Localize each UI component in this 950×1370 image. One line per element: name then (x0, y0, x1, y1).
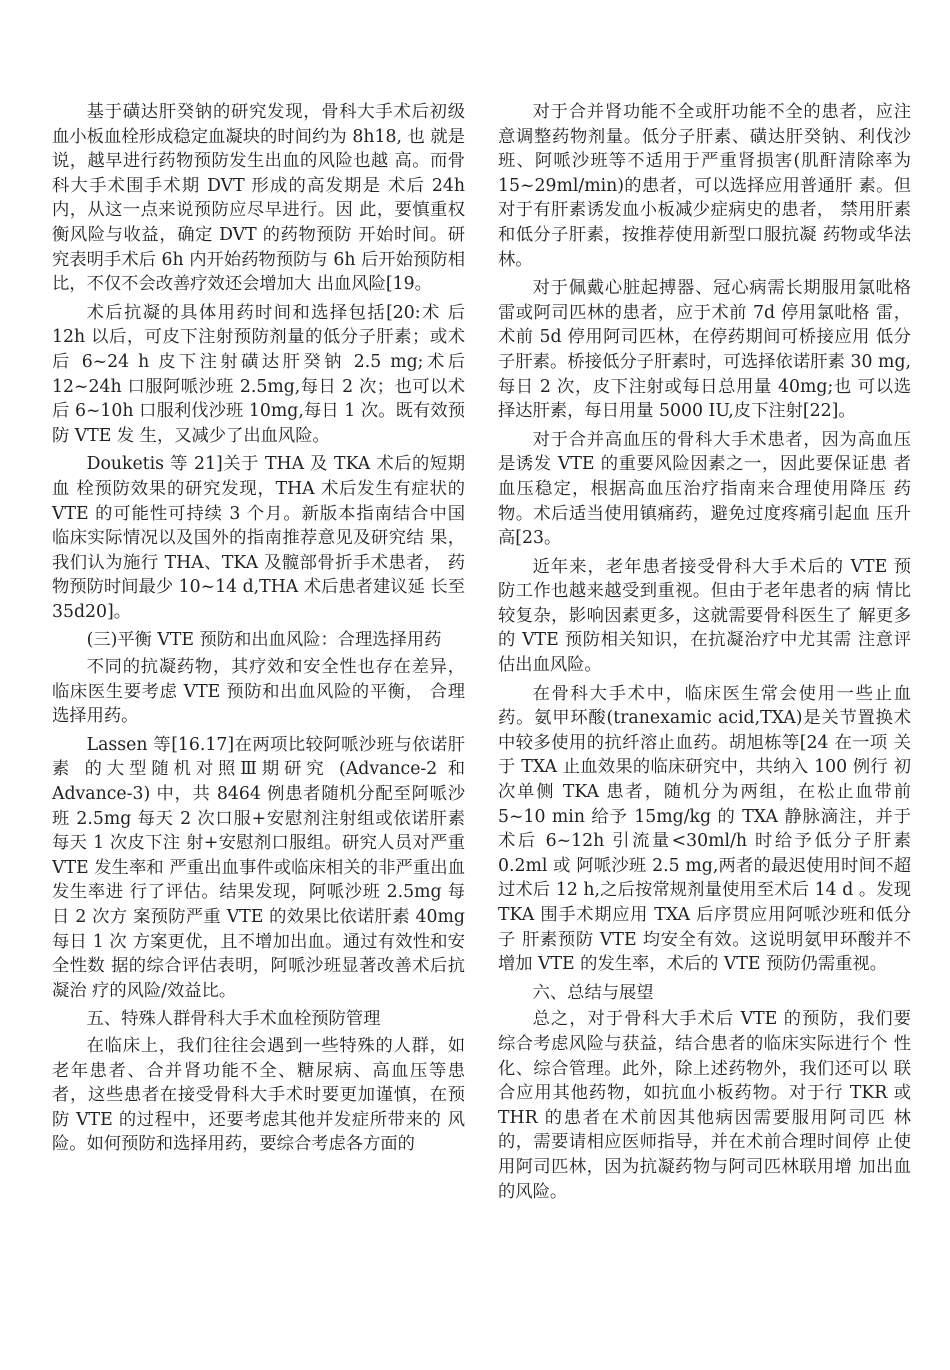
paragraph-fondaparinux-timing: 基于磺达肝癸钠的研究发现，骨科大手术后初级血小板血栓形成稳定血凝块的时间约为 8h18, 也 就是说，越早进行药物预防发生出血的风险也越 高。而骨科大手术围手术期 DVT 形成的高发期是 术后 24h 内，从这一点来说预防应尽早进行。因 此，要慎重权衡风险与收益，确定 DVT 的药物预防 开始时间。研究表明手术后 6h 内开始药物预防与 6h 后开始预防相比，不仅不会改善疗效还会增加大 出血风险[19。 (52, 102, 465, 295)
right-column (498, 100, 911, 1208)
left-column (52, 100, 465, 1161)
paragraph-lassen-study: Lassen 等[16.17]在两项比较阿哌沙班与依诺肝素 的大型随机对照Ⅲ期研究 (Advance-2 和 Advance-3) 中，共 8464 例患者随机分配至阿哌沙班 2.5mg 每天 2 次口服+安慰剂注射组或依诺肝素每天 1 次皮下注 射+安慰剂口服组。研究人员对严重 VTE 发生率和 严重出血事件或临床相关的非严重出血发生率进 行了评估。结果发现，阿哌沙班 2.5mg 每日 2 次方 案预防严重 VTE 的效果比依诺肝素 40mg 每日 1 次 方案更优，且不增加出血。通过有效性和安全性数 据的综合评估表明，阿哌沙班显著改善术后抗凝治 疗的风险/效益比。 (52, 734, 465, 1001)
section-heading-balance-vte-bleeding: (三)平衡 VTE 预防和出血风险：合理选择用药 (86, 630, 442, 651)
paragraph-elderly: 近年来，老年患者接受骨科大手术后的 VTE 预 防工作也越来越受到重视。但由于老年患者的病 情比较复杂，影响因素更多，这就需要骨科医生了 解更多的 VTE 预防相关知识，在抗凝治疗中尤其需 注意评估出血风险。 (498, 556, 911, 676)
paragraph-summary: 总之，对于骨科大手术后 VTE 的预防，我们要 综合考虑风险与获益，结合患者的临床实际进行个 性化、综合管理。此外，除上述药物外，我们还可以 联合应用其他药物，如抗血小板药物。对于行 TKR 或 THR 的患者在术前因其他病因需要服用阿司匹 林的，需要请相应医师指导，并在术前合理时间停 止使用阿司匹林，因为抗凝药物与阿司匹林联用增 加出血的风险。 (498, 1009, 911, 1202)
paragraph-postop-anticoagulation: 术后抗凝的具体用药时间和选择包括[20:术 后 12h 以后，可皮下注射预防剂量的低分子肝素；或术 后 6~24 h 皮下注射磺达肝癸钠 2.5 mg;术后 12~24h 口服阿哌沙班 2.5mg,每日 2 次；也可以术后 6~10h 口服利伐沙班 10mg,每日 1 次。既有效预防 VTE 发 生，又减少了出血风险。 (52, 302, 465, 446)
paragraph-pacemaker-antiplatelet: 对于佩戴心脏起搏器、冠心病需长期服用氯吡格雷或阿司匹林的患者，应于术前 7d 停用氯吡格 雷，术前 5d 停用阿司匹林，在停药期间可桥接应用 低分子肝素。桥接低分子肝素时，可选择依诺肝素 30 mg,每日 2 次，皮下注射或每日总用量 40mg;也 可以选择达肝素，每日用量 5000 IU,皮下注射[22]。 (498, 278, 911, 422)
section-heading-special-populations: 五、特殊人群骨科大手术血栓预防管理 (86, 1009, 381, 1030)
paragraph-douketis-study: Douketis 等 21]关于 THA 及 TKA 术后的短期血 栓预防效果的研究发现，THA 术后发生有症状的 VTE 的可能性可持续 3 个月。新版本指南结合中国 临床实际情况以及国外的指南推荐意见及研究结 果，我们认为施行 THA、TKA 及髋部骨折手术患者， 药物预防时间最少 10~14 d,THA 术后患者建议延 长至 35d20]。 (52, 454, 465, 622)
paragraph-tranexamic-acid: 在骨科大手术中，临床医生常会使用一些止血药。氨甲环酸(tranexamic acid,TXA)是关节置换术中较多使用的抗纤溶止血药。胡旭栋等[24 在一项 关于 TXA 止血效果的临床研究中，共纳入 100 例行 初次单侧 TKA 患者，随机分为两组，在松止血带前 5~10 min 给予 15mg/kg 的 TXA 静脉滴注，并于术后 6~12h 引流量<30ml/h 时给予低分子肝素 0.2ml 或 阿哌沙班 2.5 mg,两者的最迟使用时间不超过术后 12 h,之后按常规剂量使用至术后 14 d 。发现 TKA 围手术期应用 TXA 后序贯应用阿哌沙班和低分子 肝素预防 VTE 均安全有效。这说明氨甲环酸并不 增加 VTE 的发生率，术后的 VTE 预防仍需重视。 (498, 683, 911, 975)
section-heading-summary: 六、总结与展望 (532, 982, 654, 1003)
paragraph-hypertension: 对于合并高血压的骨科大手术患者，因为高血压是诱发 VTE 的重要风险因素之一，因此要保证患 者血压稳定，根据高血压治疗指南来合理使用降压 药物。术后适当使用镇痛药，避免过度疼痛引起血 压升高[23。 (498, 429, 911, 549)
paragraph-renal-hepatic: 对于合并肾功能不全或肝功能不全的患者，应注意调整药物剂量。低分子肝素、磺达肝癸钠、利伐沙班、阿哌沙班等不适用于严重肾损害(肌酐清除率为 15~29ml/min)的患者，可以选择应用普通肝 素。但对于有肝素诱发血小板减少症病史的患者， 禁用肝素和低分子肝素，按推荐使用新型口服抗凝 药物或华法林。 (498, 102, 911, 270)
paragraph-drug-choice: 不同的抗凝药物，其疗效和安全性也存在差异，临床医生要考虑 VTE 预防和出血风险的平衡， 合理选择用药。 (52, 657, 465, 727)
paragraph-special-populations: 在临床上，我们往往会遇到一些特殊的人群，如老年患者、合并肾功能不全、糖尿病、高血压等患者，这些患者在接受骨科大手术时要更加谨慎，在预防 VTE 的过程中，还要考虑其他并发症所带来的 风险。如何预防和选择用药，要综合考虑各方面的 (52, 1035, 465, 1155)
